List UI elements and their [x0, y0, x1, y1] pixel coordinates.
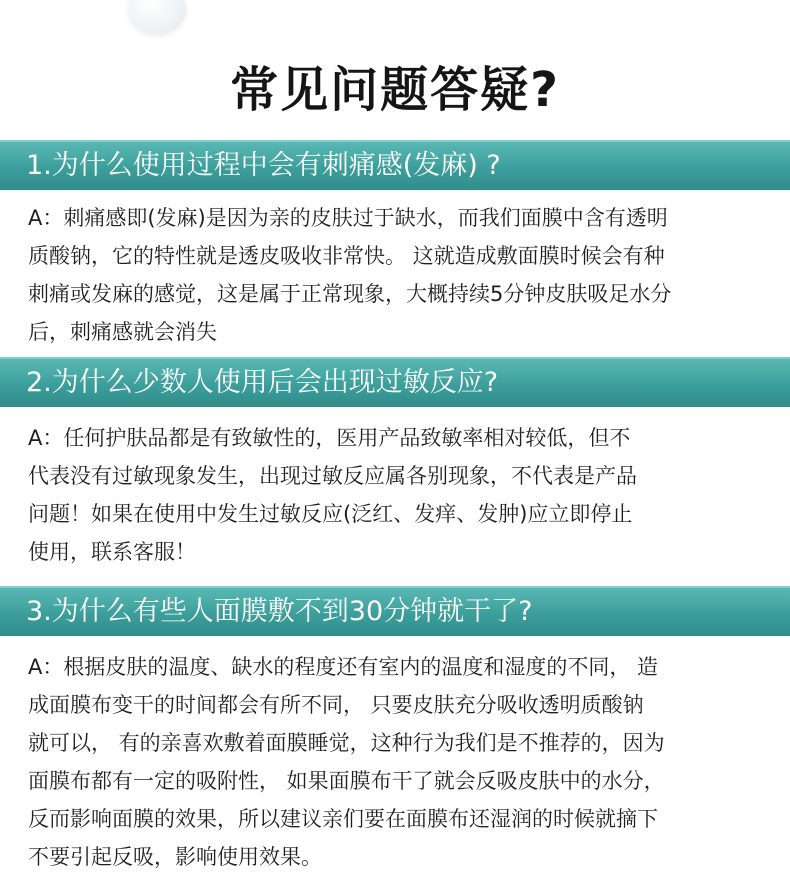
answer-line: 使用，联系客服！: [28, 540, 196, 564]
decorative-bubble: [128, 0, 186, 34]
question-text-2: 2.为什么少数人使用后会出现过敏反应?: [26, 367, 499, 398]
page-title: 常见问题答疑?: [230, 62, 560, 118]
answer-line: 不要引起反吸，影响使用效果。: [28, 845, 322, 869]
answer-line: 问题！如果在使用中发生过敏反应(泛红、发痒、发肿)应立即停止: [28, 502, 633, 526]
answer-line: 就可以， 有的亲喜欢敷着面膜睡觉，这种行为我们是不推荐的，因为: [28, 731, 665, 755]
question-banner-2: [0, 357, 790, 407]
answer-line: A：刺痛感即(发麻)是因为亲的皮肤过于缺水，而我们面膜中含有透明: [28, 206, 668, 230]
question-text-1: 1.为什么使用过程中会有刺痛感(发麻) ?: [26, 150, 501, 181]
answer-block-2: [28, 419, 773, 571]
answer-block-1: [28, 199, 773, 351]
answer-line: 反而影响面膜的效果，所以建议亲们要在面膜布还湿润的时候就摘下: [28, 807, 658, 831]
question-text-3: 3.为什么有些人面膜敷不到30分钟就干了?: [26, 596, 533, 627]
answer-line: 代表没有过敏现象发生，出现过敏反应属各别现象，不代表是产品: [28, 464, 637, 488]
answer-line: 面膜布都有一定的吸附性， 如果面膜布干了就会反吸皮肤中的水分，: [28, 769, 665, 793]
answer-block-3: [28, 648, 773, 876]
answer-line: A：根据皮肤的温度、缺水的程度还有室内的温度和湿度的不同， 造: [28, 655, 659, 679]
answer-line: A：任何护肤品都是有致敏性的，医用产品致敏率相对较低，但不: [28, 426, 631, 450]
answer-line: 刺痛或发麻的感觉，这是属于正常现象，大概持续5分钟皮肤吸足水分: [28, 282, 672, 306]
question-banner-1: [0, 140, 790, 190]
question-banner-3: [0, 586, 790, 636]
answer-line: 成面膜布变干的时间都会有所不同， 只要皮肤充分吸收透明质酸钠: [28, 693, 644, 717]
answer-line: 后，刺痛感就会消失: [28, 320, 217, 344]
answer-line: 质酸钠，它的特性就是透皮吸收非常快。 这就造成敷面膜时候会有种: [28, 244, 665, 268]
